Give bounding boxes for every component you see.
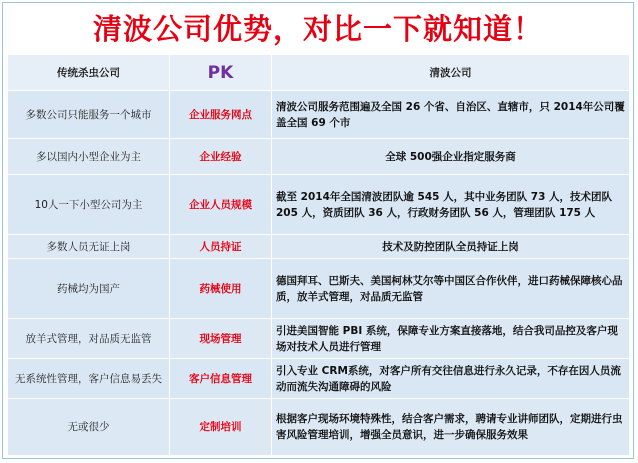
row-qingbo-cell: 引入专业 CRM系统，对客户所有交往信息进行永久记录，不存在因人员流动而流失沟通障碍的风险 — [272, 359, 630, 399]
row-qingbo-cell: 清波公司服务范围遍及全国 26 个省、自治区、直辖市，只 2014年公司覆盖全国 69 个市 — [272, 91, 630, 139]
table-row — [8, 359, 630, 399]
row-traditional-cell: 药械均为国产 — [8, 259, 170, 319]
table-row — [8, 91, 630, 139]
row-category-cell: 客户信息管理 — [170, 359, 272, 399]
row-qingbo-cell: 引进美国智能 PBI 系统，保障专业方案直接落地，结合我司品控及客户现场对技术人员进行管理 — [272, 319, 630, 359]
row-traditional-cell: 多数公司只能服务一个城市 — [8, 91, 170, 139]
row-category-cell: 人员持证 — [170, 235, 272, 259]
row-qingbo-cell: 根据客户现场环境特殊性，结合客户需求，聘请专业讲师团队，定期进行虫害风险管理培训，增强全员意识，进一步确保服务效果 — [272, 399, 630, 456]
row-category-cell: 药械使用 — [170, 259, 272, 319]
page-title: 清波公司优势，对比一下就知道！ — [92, 11, 543, 46]
row-traditional-cell: 放羊式管理，对品质无监管 — [8, 319, 170, 359]
row-qingbo-cell: 全球 500强企业指定服务商 — [272, 139, 630, 175]
table-row — [8, 139, 630, 175]
row-traditional-cell: 多数人员无证上岗 — [8, 235, 170, 259]
comparison-table — [7, 54, 630, 456]
row-category-cell: 企业人员规模 — [170, 175, 272, 235]
row-category-cell: 企业服务网点 — [170, 91, 272, 139]
row-traditional-cell: 无或很少 — [8, 399, 170, 456]
table-row — [8, 319, 630, 359]
row-traditional-cell: 多以国内小型企业为主 — [8, 139, 170, 175]
row-qingbo-cell: 技术及防控团队全员持证上岗 — [272, 235, 630, 259]
header-traditional: 传统杀虫公司 — [8, 55, 170, 91]
header-pk: PK — [170, 55, 272, 91]
row-traditional-cell: 无系统性管理，客户信息易丢失 — [8, 359, 170, 399]
table-row — [8, 259, 630, 319]
table-row — [8, 175, 630, 235]
row-category-cell: 企业经验 — [170, 139, 272, 175]
table-row — [8, 235, 630, 259]
row-qingbo-cell: 德国拜耳、巴斯夫、美国柯林艾尔等中国区合作伙伴，进口药械保障核心品质，放羊式管理，对品质无监管 — [272, 259, 630, 319]
row-category-cell: 定制培训 — [170, 399, 272, 456]
header-qingbo: 清波公司 — [272, 55, 630, 91]
row-category-cell: 现场管理 — [170, 319, 272, 359]
row-qingbo-cell: 截至 2014年全国清波团队逾 545 人，其中业务团队 73 人，技术团队 205 人，资质团队 36 人，行政财务团队 56 人，管理团队 175 人 — [272, 175, 630, 235]
table-row — [8, 399, 630, 456]
table-header-row — [8, 55, 630, 91]
row-traditional-cell: 10人一下小型公司为主 — [8, 175, 170, 235]
